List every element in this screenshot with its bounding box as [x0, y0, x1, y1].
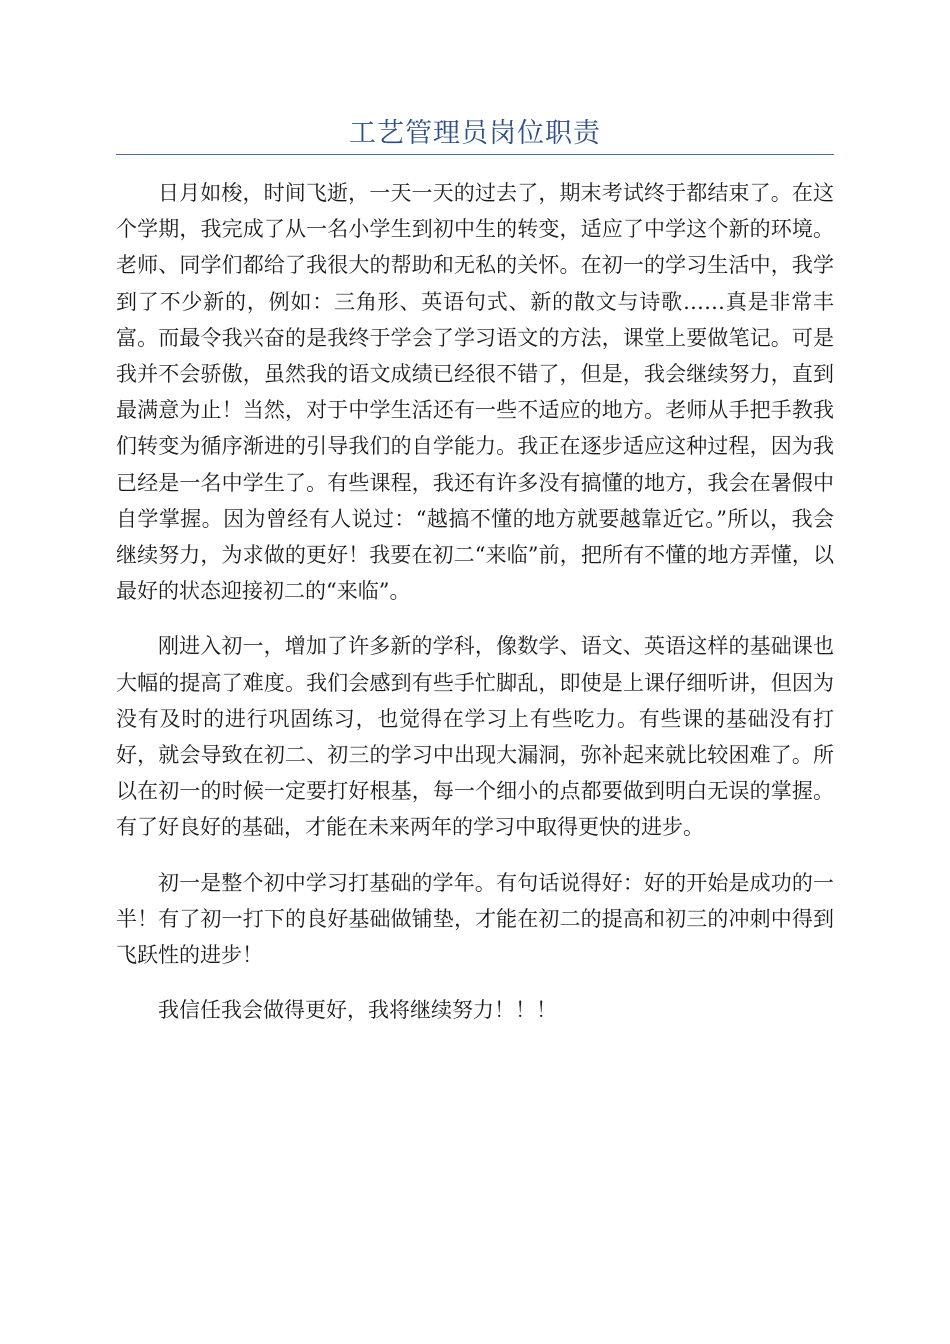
document-title: 工艺管理员岗位职责 — [349, 118, 601, 149]
title-underline — [116, 154, 834, 155]
paragraph-2: 刚进入初一，增加了许多新的学科，像数学、语文、英语这样的基础课也大幅的提高了难度。我们会感到有些手忙脚乱，即使是上课仔细听讲，但因为没有及时的进行巩固练习，也觉得在学习上有些吃力。有些课的基础没有打好，就会导致在初二、初三的学习中出现大漏洞，弥补起来就比较困难了。所以在初一的时候一定要打好根基，每一个细小的点都要做到明白无误的掌握。有了好良好的基础，才能在未来两年的学习中取得更快的进步。 — [116, 634, 834, 840]
paragraph-3: 初一是整个初中学习打基础的学年。有句话说得好：好的开始是成功的一半！有了初一打下的良好基础做铺垫，才能在初二的提高和初三的冲刺中得到飞跃性的进步！ — [116, 870, 834, 968]
document-body — [116, 175, 834, 1047]
paragraph-4: 我信任我会做得更好，我将继续努力！！！ — [158, 998, 557, 1023]
paragraph-1: 日月如梭，时间飞逝，一天一天的过去了，期末考试终于都结束了。在这个学期，我完成了从一名小学生到初中生的转变，适应了中学这个新的环境。老师、同学们都给了我很大的帮助和无私的关怀。在初一的学习生活中，我学到了不少新的，例如：三角形、英语句式、新的散文与诗歌……真是非常丰富。而最令我兴奋的是我终于学会了学习语文的方法，课堂上要做笔记。可是我并不会骄傲，虽然我的语文成绩已经很不错了，但是，我会继续努力，直到最满意为止！当然，对于中学生活还有一些不适应的地方。老师从手把手教我们转变为循序渐进的引导我们的自学能力。我正在逐步适应这种过程，因为我已经是一名中学生了。有些课程，我还有许多没有搞懂的地方，我会在暑假中自学掌握。因为曾经有人说过：“越搞不懂的地方就要越靠近它。”所以，我会继续努力，为求做的更好！我要在初二“来临”前，把所有不懂的地方弄懂，以最好的状态迎接初二的“来临”。 — [116, 181, 834, 604]
